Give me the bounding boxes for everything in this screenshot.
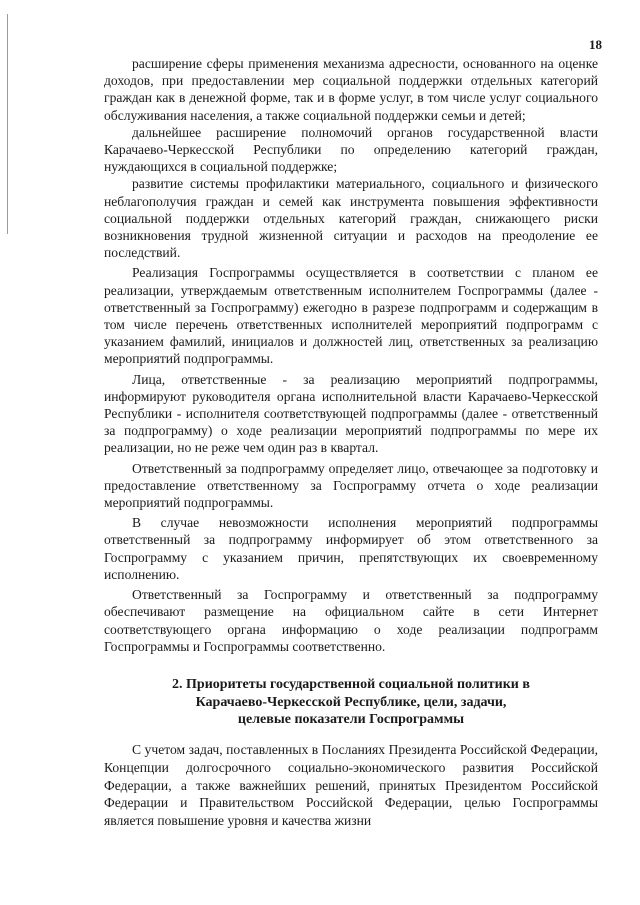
page-number: 18	[589, 37, 602, 52]
paragraph-prevention: развитие системы профилактики материального, социального и физического неблагополучия граждан и семей как инструмента повышения эффективности социальной поддержки отдельных категорий граждан, снижающего риски возникновения трудной жизненной ситуации и расходов на преодоление ее последствий.	[104, 176, 598, 261]
paragraph-targeting: расширение сферы применения механизма адресности, основанного на оценке доходов, при предоставлении мер социальной поддержки отдельных категорий граждан как в денежной форме, так и в форме услуг, в том числе услуг социального обслуживания населения, а также социальной поддержки семьи и детей;	[104, 56, 598, 123]
paragraph-goal: С учетом задач, поставленных в Посланиях Президента Российской Федерации, Концепции долгосрочного социально-экономического развития Российской Федерации, а также важнейших решений, принятых Президентом Российской Федерации и Правительством Российской Федерации, целью Госпрограммы является повышение уровня и качества жизни	[104, 742, 598, 829]
paragraph-authority: дальнейшее расширение полномочий органов государственной власти Карачаево-Черкесской Республики по определению категорий граждан, нуждающихся в социальной поддержке;	[104, 124, 598, 175]
paragraph-website: Ответственный за Госпрограмму и ответственный за подпрограмму обеспечивают размещение на официальном сайте в сети Интернет соответствующего органа информацию о ходе реализации подпрограмм Госпрограммы и Госпрограммы соответственно.	[104, 587, 598, 654]
scan-margin-line	[7, 14, 8, 234]
body-text	[104, 55, 598, 655]
section-heading-line: 2. Приоритеты государственной социальной политики в	[172, 677, 530, 692]
section-heading-line: целевые показатели Госпрограммы	[237, 712, 465, 727]
paragraph-responsible-persons: Лица, ответственные - за реализацию мероприятий подпрограммы, информируют руководителя органа исполнительной власти Карачаево-Черкесской Республики - исполнителя соответствующей подпрограммы (далее - ответственный за подпрограмму) о ходе реализации мероприятий подпрограммы по мере их реализации, но не реже чем один раз в квартал.	[104, 371, 598, 456]
paragraph-implementation: Реализация Госпрограммы осуществляется в соответствии с планом ее реализации, утверждаемым ответственным исполнителем Госпрограммы (далее - ответственный за Госпрограмму) ежегодно в разрезе подпрограмм и содержащим в том числе перечень ответственных исполнителей мероприятий подпрограмм с указанием фамилий, инициалов и должностей лиц, ответственных за реализацию мероприятий подпрограммы.	[104, 265, 598, 367]
section-heading-line: Карачаево-Черкесской Республике, цели, задачи,	[195, 694, 507, 710]
section-body-text	[104, 741, 598, 830]
paragraph-reporting: Ответственный за подпрограмму определяет лицо, отвечающее за подготовку и предоставление ответственному за Госпрограмму отчета о ходе реализации мероприятий подпрограммы.	[104, 460, 598, 511]
section-heading	[104, 676, 598, 729]
paragraph-impossibility: В случае невозможности исполнения мероприятий подпрограммы ответственный за подпрограмму информирует об этом ответственного за Госпрограмму с указанием причин, препятствующих их своевременному исполнению.	[104, 515, 598, 582]
